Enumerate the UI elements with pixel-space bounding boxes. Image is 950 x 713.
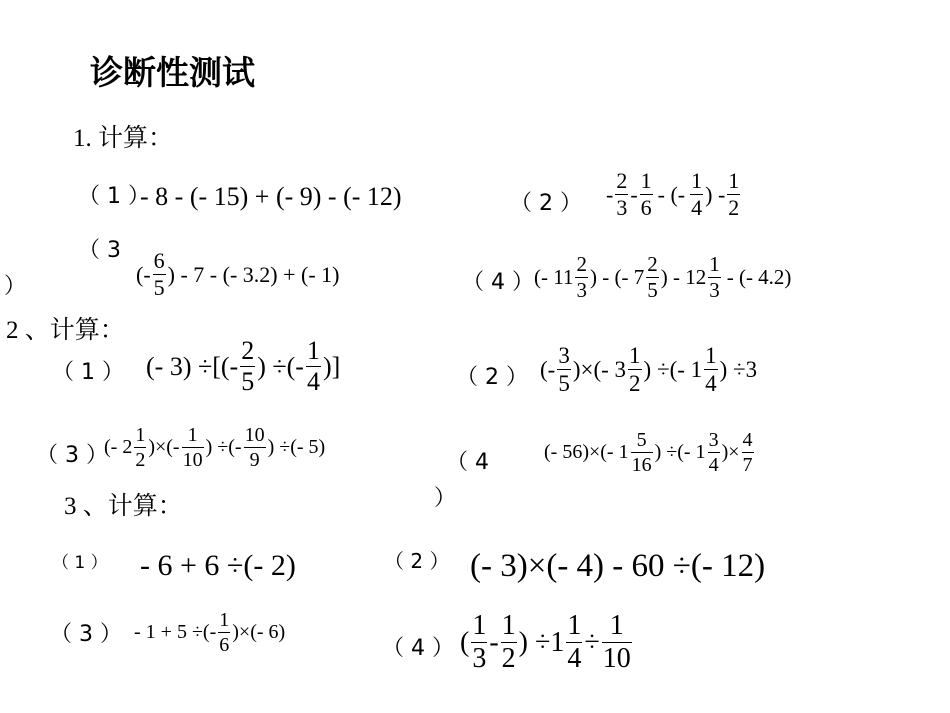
fraction: $\frac{2}{5}$ [241,336,255,396]
problem-2-1-label: （ 1 ） [52,360,124,385]
page-title: 诊断性测试 [90,53,255,92]
fraction: $\frac{2}{5}$ [647,252,658,302]
fraction: $\frac{6}{5}$ [153,248,165,300]
problem-1-3-expression: (- $\frac{6}{5}$ ) - 7 - (- 3.2) + (- 1) [136,248,340,300]
fraction: $\frac{5}{16}$ [631,429,652,476]
problem-2-2-expression: (- $\frac{3}{5}$ )×(- 3 $\frac{1}{2}$ ) ÷(- 1 $\frac{1}{4}$ ) ÷3 [540,343,758,396]
problem-2-3-expression: (- 2 $\frac{1}{2}$ )×(- $\frac{1}{10}$ ) ÷(- $\frac{10}{9}$ ) ÷(- 5) [104,424,326,471]
fraction: $\frac{1}{10}$ [182,424,203,471]
problem-1-2-label: （ 2 ） [510,191,582,216]
fraction: $\frac{3}{5}$ [558,343,570,396]
section-2-heading: 2 、计算： [6,317,125,344]
problem-3-3-expression: - 1 + 5 ÷(- $\frac{1}{6}$ )×(- 6) [134,609,286,656]
problem-2-4-label-open: （ 4 [446,450,489,475]
fraction: $\frac{1}{10}$ [602,610,631,674]
fraction: $\frac{3}{4}$ [708,429,719,476]
fraction: $\frac{1}{2}$ [135,424,146,471]
fraction: $\frac{1}{2}$ [728,168,740,220]
fraction: $\frac{1}{4}$ [306,336,320,396]
problem-1-4-expression: (- 11 $\frac{2}{3}$ ) - (- 7 $\frac{2}{5}$ ) - 12 $\frac{1}{3}$ - (- 4.2) [534,252,792,302]
section-3-heading: 3 、计算： [64,493,183,520]
fraction: $\frac{1}{2}$ [629,343,641,396]
problem-1-2-expression: - $\frac{2}{3}$ - $\frac{1}{6}$ - (- $\frac{1}{4}$ ) - $\frac{1}{2}$ [606,168,740,220]
problem-3-2-label: （ 2 ） [384,549,450,573]
fraction: $\frac{1}{3}$ [472,610,487,674]
fraction: $\frac{2}{3}$ [576,252,587,302]
fraction: $\frac{4}{7}$ [742,429,753,476]
problem-1-3-label-open: （ 3 [78,238,121,263]
problem-1-4-label: （ 4 ） [462,270,534,295]
fraction: $\frac{1}{3}$ [709,252,720,302]
problem-2-1-expression: (- 3) ÷[(- $\frac{2}{5}$ ) ÷(- $\frac{1}{4}$ )] [146,336,341,396]
fraction: $\frac{1}{4}$ [705,343,717,396]
fraction: $\frac{10}{9}$ [244,424,265,471]
section-1-heading: 1. 计算： [73,125,174,152]
fraction: $\frac{1}{4}$ [691,168,703,220]
fraction: $\frac{1}{4}$ [567,610,582,674]
problem-2-2-label: （ 2 ） [456,365,528,390]
problem-2-3-label: （ 3 ） [36,443,108,468]
problem-2-4-expression: (- 56)×(- 1 $\frac{5}{16}$ ) ÷(- 1 $\frac{3}{4}$ )× $\frac{4}{7}$ [544,429,753,476]
problem-1-3-label-close: ） [4,274,27,299]
fraction: $\frac{1}{6}$ [640,168,652,220]
fraction: $\frac{2}{3}$ [616,168,628,220]
problem-2-4-label-close: ） [434,486,457,511]
problem-3-3-label: （ 3 ） [50,622,122,647]
problem-3-1-expression: - 6 + 6 ÷(- 2) [140,549,296,582]
problem-3-4-label: （ 4 ） [382,636,454,661]
problem-1-1-label: （ 1 ） [78,184,150,209]
fraction: $\frac{1}{2}$ [501,610,516,674]
problem-3-2-expression: (- 3)×(- 4) - 60 ÷(- 12) [470,548,766,584]
fraction: $\frac{1}{6}$ [219,609,230,656]
problem-3-4-expression: ( $\frac{1}{3}$ - $\frac{1}{2}$ ) ÷1 $\frac{1}{4}$ ÷ $\frac{1}{10}$ [460,610,631,674]
problem-3-1-label: （ 1 ） [52,553,108,573]
problem-1-1-expression: - 8 - (- 15) + (- 9) - (- 12) [140,182,402,211]
